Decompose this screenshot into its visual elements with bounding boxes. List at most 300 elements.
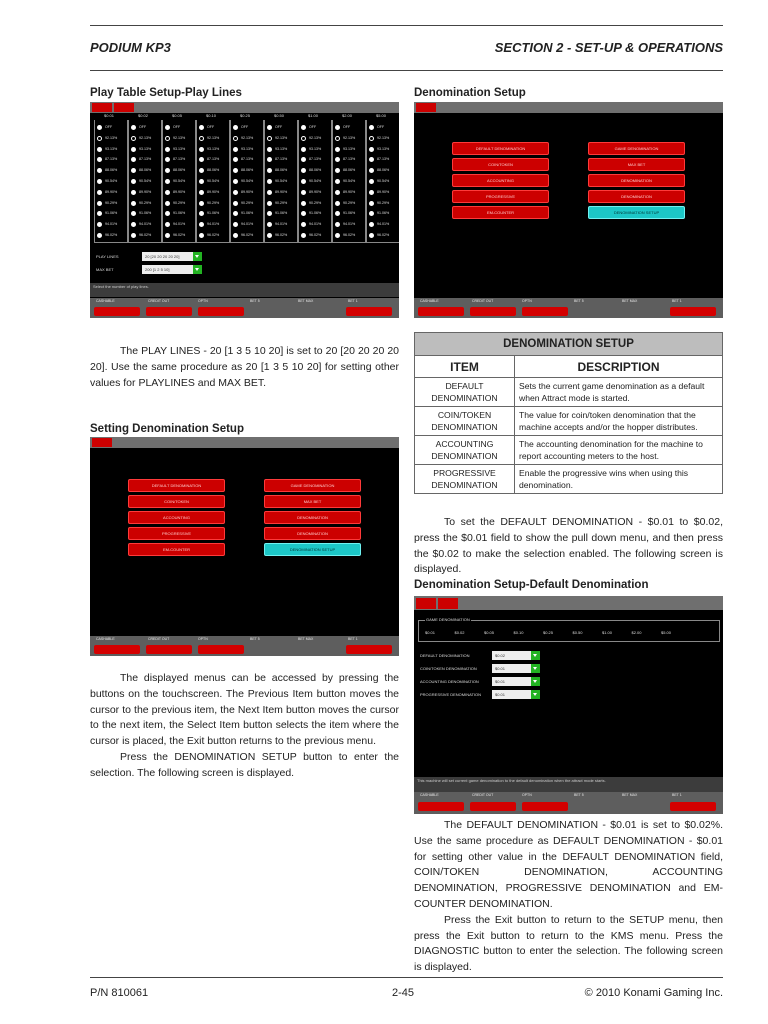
payout-option[interactable] xyxy=(165,123,195,133)
payout-option[interactable] xyxy=(199,134,229,144)
payout-option[interactable] xyxy=(233,177,263,187)
payout-option[interactable] xyxy=(165,231,195,241)
denomination-field[interactable]: $0.01 xyxy=(492,690,531,699)
payout-option[interactable] xyxy=(199,177,229,187)
meter-label: BET 5 xyxy=(250,299,260,303)
radio-icon[interactable] xyxy=(369,190,374,195)
radio-icon[interactable] xyxy=(199,233,204,238)
default-denomination-button[interactable]: DEFAULT DENOMINATION xyxy=(452,142,549,155)
radio-icon[interactable] xyxy=(301,211,306,216)
radio-icon[interactable] xyxy=(199,157,204,162)
heading-setting-denom: Setting Denomination Setup xyxy=(90,423,244,435)
payout-option[interactable] xyxy=(233,220,263,230)
payout-option[interactable] xyxy=(267,177,297,187)
payout-option[interactable] xyxy=(199,166,229,176)
denomination-field[interactable]: $0.01 xyxy=(492,664,531,673)
option-label: 94.01% xyxy=(173,222,186,227)
radio-icon[interactable] xyxy=(233,147,238,152)
status-text: Select the number of play lines. xyxy=(93,284,149,289)
payout-option[interactable] xyxy=(301,177,331,187)
radio-icon[interactable] xyxy=(301,157,306,162)
radio-icon[interactable] xyxy=(301,179,306,184)
payout-option[interactable] xyxy=(233,166,263,176)
radio-icon[interactable] xyxy=(233,222,238,227)
radio-icon[interactable] xyxy=(199,211,204,216)
chevron-down-icon[interactable] xyxy=(531,664,540,673)
chevron-down-icon[interactable] xyxy=(193,265,202,274)
payout-option[interactable] xyxy=(97,123,127,133)
payout-option[interactable] xyxy=(267,123,297,133)
max-bet-field[interactable]: 200 [1 2 5 10] xyxy=(142,265,193,274)
payout-option[interactable] xyxy=(335,209,365,219)
payout-option[interactable] xyxy=(165,177,195,187)
payout-option[interactable] xyxy=(131,145,161,155)
radio-icon[interactable] xyxy=(233,179,238,184)
option-label: 94.01% xyxy=(207,222,220,227)
radio-icon[interactable] xyxy=(369,147,374,152)
radio-icon[interactable] xyxy=(131,179,136,184)
payout-option[interactable] xyxy=(335,220,365,230)
payout-option[interactable] xyxy=(335,134,365,144)
radio-icon[interactable] xyxy=(97,233,102,238)
denom-value[interactable]: $0.05 xyxy=(484,630,495,635)
radio-icon[interactable] xyxy=(369,211,374,216)
payout-option[interactable] xyxy=(131,220,161,230)
column-header: $0.10 xyxy=(206,113,217,118)
exit-button[interactable] xyxy=(670,307,716,316)
option-label: 90.54% xyxy=(207,179,220,183)
denom-column xyxy=(196,113,230,243)
payout-option[interactable] xyxy=(267,209,297,219)
radio-icon[interactable] xyxy=(267,168,272,173)
payout-option[interactable] xyxy=(233,209,263,219)
denomination-field[interactable]: $0.02 xyxy=(492,651,531,660)
payout-option[interactable] xyxy=(131,177,161,187)
payout-option[interactable] xyxy=(335,231,365,241)
payout-option[interactable] xyxy=(369,209,399,219)
payout-option[interactable] xyxy=(369,188,399,198)
payout-option[interactable] xyxy=(131,188,161,198)
radio-icon[interactable] xyxy=(369,168,374,173)
game-denomination-button[interactable]: GAME DENOMINATION xyxy=(588,142,685,155)
payout-option[interactable] xyxy=(131,166,161,176)
option-label: 89.90% xyxy=(207,189,220,194)
next-item-button[interactable] xyxy=(470,307,516,316)
payout-option[interactable] xyxy=(199,155,229,165)
radio-icon[interactable] xyxy=(199,147,204,152)
denom-value[interactable]: $2.00 xyxy=(631,630,642,635)
radio-icon[interactable] xyxy=(335,222,340,227)
radio-icon[interactable] xyxy=(199,136,204,141)
select-item-button[interactable] xyxy=(198,645,244,654)
payout-option[interactable] xyxy=(233,231,263,241)
payout-option[interactable] xyxy=(199,231,229,241)
payout-option[interactable] xyxy=(301,231,331,241)
payout-option[interactable] xyxy=(267,199,297,209)
payout-option[interactable] xyxy=(335,123,365,133)
payout-option[interactable] xyxy=(233,145,263,155)
exit-button[interactable] xyxy=(346,645,392,654)
radio-icon[interactable] xyxy=(199,179,204,184)
payout-option[interactable] xyxy=(131,134,161,144)
radio-icon[interactable] xyxy=(199,222,204,227)
denom-menu-screenshot xyxy=(90,437,399,656)
denomination-setup-button[interactable]: DENOMINATION SETUP xyxy=(588,206,685,219)
radio-icon[interactable] xyxy=(301,125,306,130)
column-header: $0.25 xyxy=(240,113,251,118)
radio-icon[interactable] xyxy=(131,136,136,141)
radio-icon[interactable] xyxy=(165,157,170,162)
radio-icon[interactable] xyxy=(267,222,272,227)
payout-option[interactable] xyxy=(165,134,195,144)
payout-option[interactable] xyxy=(131,123,161,133)
radio-icon[interactable] xyxy=(369,136,374,141)
option-label: 92.13% xyxy=(309,135,322,140)
radio-icon[interactable] xyxy=(131,157,136,162)
payout-option[interactable] xyxy=(369,123,399,133)
payout-option[interactable] xyxy=(233,123,263,133)
radio-icon[interactable] xyxy=(165,201,170,206)
option-label: 90.29% xyxy=(275,200,288,205)
payout-option[interactable] xyxy=(301,188,331,198)
radio-icon[interactable] xyxy=(165,125,170,130)
payout-option[interactable] xyxy=(369,145,399,155)
denom-value[interactable]: $0.02 xyxy=(454,630,465,635)
next-item-button[interactable] xyxy=(470,802,516,811)
previous-item-button[interactable] xyxy=(418,802,464,811)
radio-icon[interactable] xyxy=(369,179,374,184)
radio-icon[interactable] xyxy=(199,125,204,130)
radio-icon[interactable] xyxy=(97,136,102,141)
chevron-down-icon[interactable] xyxy=(531,677,540,686)
denomination-button[interactable]: DENOMINATION xyxy=(264,511,361,524)
radio-icon[interactable] xyxy=(97,179,102,184)
radio-icon[interactable] xyxy=(301,222,306,227)
game-denomination-group xyxy=(418,617,720,642)
payout-option[interactable] xyxy=(301,155,331,165)
radio-icon[interactable] xyxy=(131,222,136,227)
payout-option[interactable] xyxy=(199,199,229,209)
next-item-button[interactable] xyxy=(146,307,192,316)
radio-icon[interactable] xyxy=(97,147,102,152)
denomination-button[interactable]: DENOMINATION xyxy=(588,190,685,203)
next-item-button[interactable] xyxy=(146,645,192,654)
payout-option[interactable] xyxy=(369,199,399,209)
radio-icon[interactable] xyxy=(165,168,170,173)
payout-option[interactable] xyxy=(97,145,127,155)
radio-icon[interactable] xyxy=(369,157,374,162)
payout-option[interactable] xyxy=(335,155,365,165)
payout-option[interactable] xyxy=(199,220,229,230)
payout-option[interactable] xyxy=(301,145,331,155)
payout-option[interactable] xyxy=(165,166,195,176)
radio-icon[interactable] xyxy=(165,211,170,216)
payout-option[interactable] xyxy=(165,209,195,219)
payout-option[interactable] xyxy=(97,166,127,176)
radio-icon[interactable] xyxy=(233,211,238,216)
radio-icon[interactable] xyxy=(233,190,238,195)
payout-option[interactable] xyxy=(199,209,229,219)
exit-button[interactable] xyxy=(346,307,392,316)
option-label: 93.13% xyxy=(309,146,322,151)
option-label: 91.06% xyxy=(173,211,186,216)
payout-option[interactable] xyxy=(335,199,365,209)
em-counter-button[interactable]: EM-COUNTER xyxy=(128,543,225,556)
chevron-down-icon[interactable] xyxy=(193,252,202,261)
radio-icon[interactable] xyxy=(199,201,204,206)
payout-option[interactable] xyxy=(369,231,399,241)
table-row xyxy=(415,378,723,407)
payout-option[interactable] xyxy=(233,188,263,198)
radio-icon[interactable] xyxy=(131,211,136,216)
select-item-button[interactable] xyxy=(522,307,568,316)
meter-label: OPTN xyxy=(198,637,208,641)
payout-option[interactable] xyxy=(97,177,127,187)
payout-option[interactable] xyxy=(267,145,297,155)
denom-column xyxy=(128,113,162,243)
option-label: 87.13% xyxy=(275,157,288,162)
radio-icon[interactable] xyxy=(131,201,136,206)
payout-option[interactable] xyxy=(301,220,331,230)
radio-icon[interactable] xyxy=(267,157,272,162)
payout-option[interactable] xyxy=(165,188,195,198)
radio-icon[interactable] xyxy=(301,136,306,141)
default-denomination-button[interactable]: DEFAULT DENOMINATION xyxy=(128,479,225,492)
radio-icon[interactable] xyxy=(233,136,238,141)
payout-option[interactable] xyxy=(369,166,399,176)
payout-option[interactable] xyxy=(301,209,331,219)
accounting-button[interactable]: ACCOUNTING xyxy=(452,174,549,187)
radio-icon[interactable] xyxy=(301,190,306,195)
radio-icon[interactable] xyxy=(301,233,306,238)
column-header: $1.00 xyxy=(308,113,319,118)
radio-icon[interactable] xyxy=(335,179,340,184)
payout-option[interactable] xyxy=(131,231,161,241)
accounting-button[interactable]: ACCOUNTING xyxy=(128,511,225,524)
progressive-button[interactable]: PROGRESSIVE xyxy=(452,190,549,203)
radio-icon[interactable] xyxy=(97,201,102,206)
radio-icon[interactable] xyxy=(335,233,340,238)
payout-option[interactable] xyxy=(199,188,229,198)
denomination-button[interactable]: DENOMINATION xyxy=(264,527,361,540)
game-denomination-button[interactable]: GAME DENOMINATION xyxy=(264,479,361,492)
option-label: 88.06% xyxy=(105,168,118,173)
meter-label: BET MAX xyxy=(622,299,638,303)
payout-option[interactable] xyxy=(301,199,331,209)
radio-icon[interactable] xyxy=(335,125,340,130)
chevron-down-icon[interactable] xyxy=(531,690,540,699)
radio-icon[interactable] xyxy=(335,190,340,195)
option-label: OFF xyxy=(139,125,147,129)
payout-option[interactable] xyxy=(267,220,297,230)
payout-option[interactable] xyxy=(335,177,365,187)
radio-icon[interactable] xyxy=(335,211,340,216)
meter-label: CREDIT OUT xyxy=(148,637,170,641)
coin-token-button[interactable]: COIN/TOKEN xyxy=(452,158,549,171)
coin-token-button[interactable]: COIN/TOKEN xyxy=(128,495,225,508)
radio-icon[interactable] xyxy=(131,147,136,152)
previous-item-button[interactable] xyxy=(418,307,464,316)
option-label: 92.13% xyxy=(139,135,152,140)
radio-icon[interactable] xyxy=(165,179,170,184)
radio-icon[interactable] xyxy=(335,157,340,162)
radio-icon[interactable] xyxy=(97,125,102,130)
radio-icon[interactable] xyxy=(335,201,340,206)
radio-icon[interactable] xyxy=(267,233,272,238)
radio-icon[interactable] xyxy=(165,147,170,152)
play-lines-field[interactable]: 20 [20 20 20 20 20] xyxy=(142,252,193,261)
radio-icon[interactable] xyxy=(335,147,340,152)
radio-icon[interactable] xyxy=(165,222,170,227)
field-label: ACCOUNTING DENOMINATION xyxy=(420,679,479,684)
radio-icon[interactable] xyxy=(301,201,306,206)
payout-option[interactable] xyxy=(97,209,127,219)
radio-icon[interactable] xyxy=(267,211,272,216)
radio-icon[interactable] xyxy=(131,125,136,130)
payout-option[interactable] xyxy=(199,145,229,155)
payout-option[interactable] xyxy=(335,145,365,155)
radio-icon[interactable] xyxy=(267,201,272,206)
payout-option[interactable] xyxy=(301,123,331,133)
payout-option[interactable] xyxy=(165,155,195,165)
option-label: 93.13% xyxy=(275,146,288,151)
payout-option[interactable] xyxy=(233,199,263,209)
radio-icon[interactable] xyxy=(335,136,340,141)
denomination-setup-button[interactable]: DENOMINATION SETUP xyxy=(264,543,361,556)
previous-item-button[interactable] xyxy=(94,307,140,316)
option-label: 90.29% xyxy=(173,200,186,205)
payout-option[interactable] xyxy=(369,220,399,230)
denom-value[interactable]: $0.50 xyxy=(572,630,583,635)
previous-item-button[interactable] xyxy=(94,645,140,654)
meter-label: CASHABLE xyxy=(96,299,115,303)
radio-icon[interactable] xyxy=(369,222,374,227)
denom-value[interactable]: $1.00 xyxy=(602,630,613,635)
radio-icon[interactable] xyxy=(335,168,340,173)
denom-value[interactable]: $0.01 xyxy=(425,630,436,635)
radio-icon[interactable] xyxy=(97,190,102,195)
payout-option[interactable] xyxy=(97,199,127,209)
radio-icon[interactable] xyxy=(301,168,306,173)
radio-icon[interactable] xyxy=(199,168,204,173)
radio-icon[interactable] xyxy=(267,179,272,184)
payout-option[interactable] xyxy=(267,166,297,176)
payout-option[interactable] xyxy=(165,145,195,155)
denom-value[interactable]: $5.00 xyxy=(661,630,672,635)
radio-icon[interactable] xyxy=(267,147,272,152)
radio-icon[interactable] xyxy=(233,125,238,130)
option-label: 88.06% xyxy=(173,168,186,173)
select-item-button[interactable] xyxy=(522,802,568,811)
radio-icon[interactable] xyxy=(233,168,238,173)
radio-icon[interactable] xyxy=(301,147,306,152)
payout-option[interactable] xyxy=(165,220,195,230)
radio-icon[interactable] xyxy=(131,168,136,173)
option-label: 89.90% xyxy=(173,189,186,194)
radio-icon[interactable] xyxy=(369,201,374,206)
radio-icon[interactable] xyxy=(131,233,136,238)
payout-option[interactable] xyxy=(165,199,195,209)
denomination-button[interactable]: DENOMINATION xyxy=(588,174,685,187)
radio-icon[interactable] xyxy=(233,157,238,162)
footer-rule xyxy=(90,977,723,978)
group-label: GAME DENOMINATION xyxy=(426,617,470,622)
payout-option[interactable] xyxy=(97,231,127,241)
radio-icon[interactable] xyxy=(97,222,102,227)
denomination-field[interactable]: $0.01 xyxy=(492,677,531,686)
radio-icon[interactable] xyxy=(97,168,102,173)
chevron-down-icon[interactable] xyxy=(531,651,540,660)
exit-button[interactable] xyxy=(670,802,716,811)
radio-icon[interactable] xyxy=(369,125,374,130)
progressive-button[interactable]: PROGRESSIVE xyxy=(128,527,225,540)
screen-tab xyxy=(416,598,436,609)
payout-option[interactable] xyxy=(233,155,263,165)
option-label: 88.06% xyxy=(309,168,322,173)
table-cell-desc: Enable the progressive wins when using this denomination. xyxy=(515,465,723,494)
payout-option[interactable] xyxy=(97,134,127,144)
payout-option[interactable] xyxy=(301,134,331,144)
payout-option[interactable] xyxy=(97,188,127,198)
option-label: 89.90% xyxy=(309,189,322,194)
radio-icon[interactable] xyxy=(233,233,238,238)
denom-value[interactable]: $0.10 xyxy=(513,630,524,635)
denom-value[interactable]: $0.25 xyxy=(543,630,554,635)
payout-option[interactable] xyxy=(335,188,365,198)
option-label: OFF xyxy=(105,125,113,129)
payout-option[interactable] xyxy=(369,155,399,165)
payout-option[interactable] xyxy=(267,155,297,165)
payout-option[interactable] xyxy=(369,177,399,187)
max-bet-button[interactable]: MAX BET xyxy=(588,158,685,171)
radio-icon[interactable] xyxy=(267,125,272,130)
em-counter-button[interactable]: EM-COUNTER xyxy=(452,206,549,219)
payout-option[interactable] xyxy=(199,123,229,133)
payout-option[interactable] xyxy=(97,155,127,165)
radio-icon[interactable] xyxy=(267,190,272,195)
radio-icon[interactable] xyxy=(97,211,102,216)
payout-option[interactable] xyxy=(267,188,297,198)
radio-icon[interactable] xyxy=(165,136,170,141)
radio-icon[interactable] xyxy=(233,201,238,206)
payout-option[interactable] xyxy=(97,220,127,230)
radio-icon[interactable] xyxy=(199,190,204,195)
payout-option[interactable] xyxy=(301,166,331,176)
radio-icon[interactable] xyxy=(131,190,136,195)
select-item-button[interactable] xyxy=(198,307,244,316)
screen-bottom-bar xyxy=(90,636,399,656)
doc-title: PODIUM KP3 xyxy=(90,40,171,55)
option-label: 92.13% xyxy=(241,135,254,140)
option-label: 90.29% xyxy=(105,200,118,205)
payout-option[interactable] xyxy=(369,134,399,144)
max-bet-button[interactable]: MAX BET xyxy=(264,495,361,508)
payout-option[interactable] xyxy=(131,209,161,219)
payout-option[interactable] xyxy=(131,155,161,165)
radio-icon[interactable] xyxy=(267,136,272,141)
radio-icon[interactable] xyxy=(165,190,170,195)
paragraph-text: The DEFAULT DENOMINATION - $0.01 is set to $0.02%. Use the same procedure as DEFAULT DENOMINATION - $0.01 for setting other value in the DEFAULT DENOMINATION field, COIN/TOKEN DENOMINATION, ACCOUNTING DENOMINATION, PROGRESSIVE DENOMINATION and EM-COUNTER DENOMINATION. xyxy=(414,819,723,910)
payout-option[interactable] xyxy=(267,231,297,241)
radio-icon[interactable] xyxy=(369,233,374,238)
payout-option[interactable] xyxy=(131,199,161,209)
radio-icon[interactable] xyxy=(165,233,170,238)
radio-icon[interactable] xyxy=(97,157,102,162)
payout-option[interactable] xyxy=(233,134,263,144)
field-label: PROGRESSIVE DENOMINATION xyxy=(420,692,482,697)
payout-option[interactable] xyxy=(267,134,297,144)
payout-option[interactable] xyxy=(335,166,365,176)
